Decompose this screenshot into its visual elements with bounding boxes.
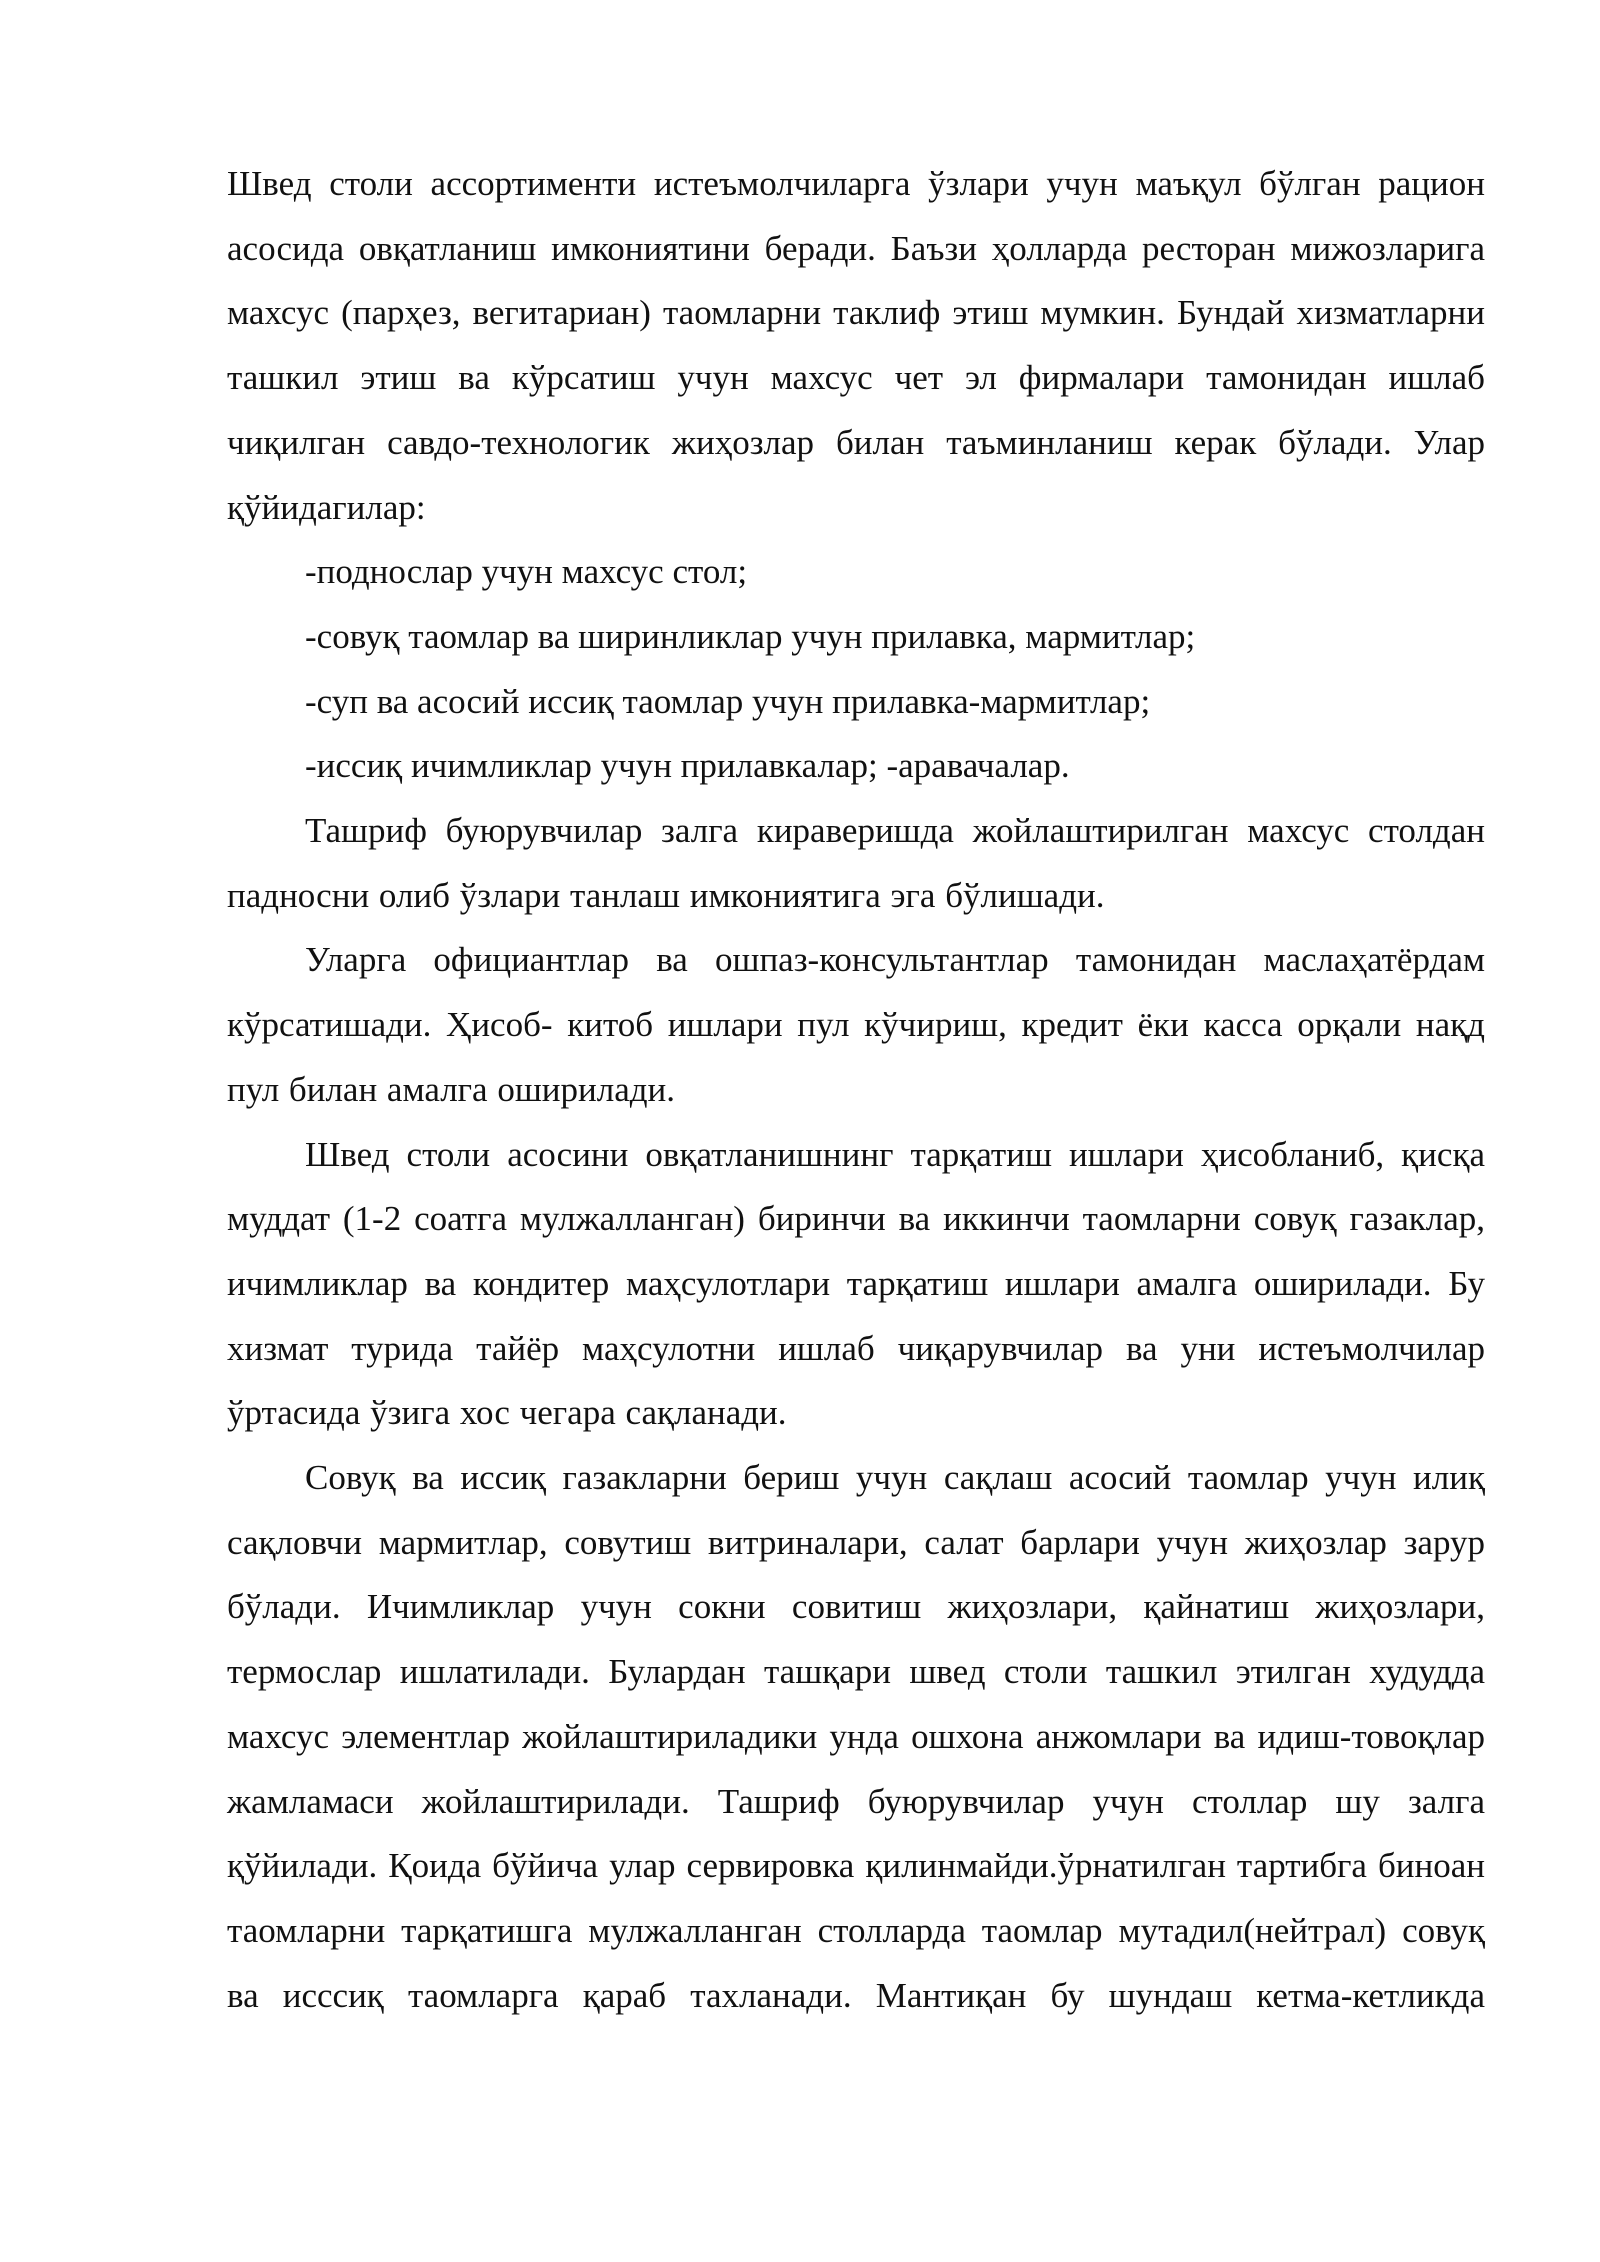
list-item: -суп ва асосий иссиқ таомлар учун прилавка-мармитлар; [305, 681, 1151, 721]
body-paragraph: Швед столи асосини овқатланишнинг тарқатиш ишлари ҳисобланиб, қисқа муддат (1-2 соатга мулжалланган) биринчи ва иккинчи таомларни совуқ газаклар, ичимликлар ва кондитер маҳсулотлари тарқатиш ишлари амалга оширилади. Бу хизмат турида тайёр маҳсулотни ишлаб чиқарувчилар ва уни истеъмолчилар ўртасида ўзига хос чегара сақланади. [227, 1134, 1485, 1433]
list-item: -поднослар учун махсус стол; [305, 552, 748, 592]
document-page [227, 152, 1485, 2028]
list-item: -иссиқ ичимликлар учун прилавкалар; -аравачалар. [305, 746, 1070, 786]
intro-paragraph: Швед столи ассортименти истеъмолчиларга ўзлари учун маъқул бўлган рацион асосида овқатланиш имкониятини беради. Баъзи ҳолларда ресторан мижозларига махсус (парҳез, вегитариан) таомларни таклиф этиш мумкин. Бундай хизматларни ташкил этиш ва кўрсатиш учун махсус чет эл фирмалари тамонидан ишлаб чиқилган савдо-технологик жиҳозлар билан таъминланиш керак бўлади. Улар қўйидагилар: [227, 164, 1485, 527]
equipment-list [227, 540, 1485, 799]
body-paragraph: Ташриф буюрувчилар залга кираверишда жойлаштирилган махсус столдан падносни олиб ўзлари танлаш имкониятига эга бўлишади. [227, 811, 1485, 915]
body-paragraph: Совуқ ва иссиқ газакларни бериш учун сақлаш асосий таомлар учун илиқ сақловчи мармитлар, совутиш витриналари, салат барлари учун жиҳозлар зарур бўлади. Ичимликлар учун сокни совитиш жиҳозлари, қайнатиш жиҳозлари, термослар ишлатилади. Булардан ташқари швед столи ташкил этилган худудда махсус элементлар жойлаштириладики унда ошхона анжомлари ва идиш-товоқлар жамламаси жойлаштирилади. Ташриф буюрувчилар учун столлар шу залга қўйилади. Қоида бўйича улар сервировка қилинмайди.ўрнатилган тартибга биноан таомларни тарқатишга мулжалланган столларда таомлар мутадил(нейтрал) совуқ ва исссиқ таомларга қараб тахланади. Мантиқан бу шундаш кетма-кетликда [227, 1458, 1485, 2015]
list-item: -совуқ таомлар ва ширинликлар учун прилавка, мармитлар; [305, 616, 1196, 656]
body-paragraph: Уларга официантлар ва ошпаз-консультантлар тамонидан маслаҳатёрдам кўрсатишади. Ҳисоб- китоб ишлари пул кўчириш, кредит ёки касса орқали нақд пул билан амалга оширилади. [227, 940, 1485, 1109]
